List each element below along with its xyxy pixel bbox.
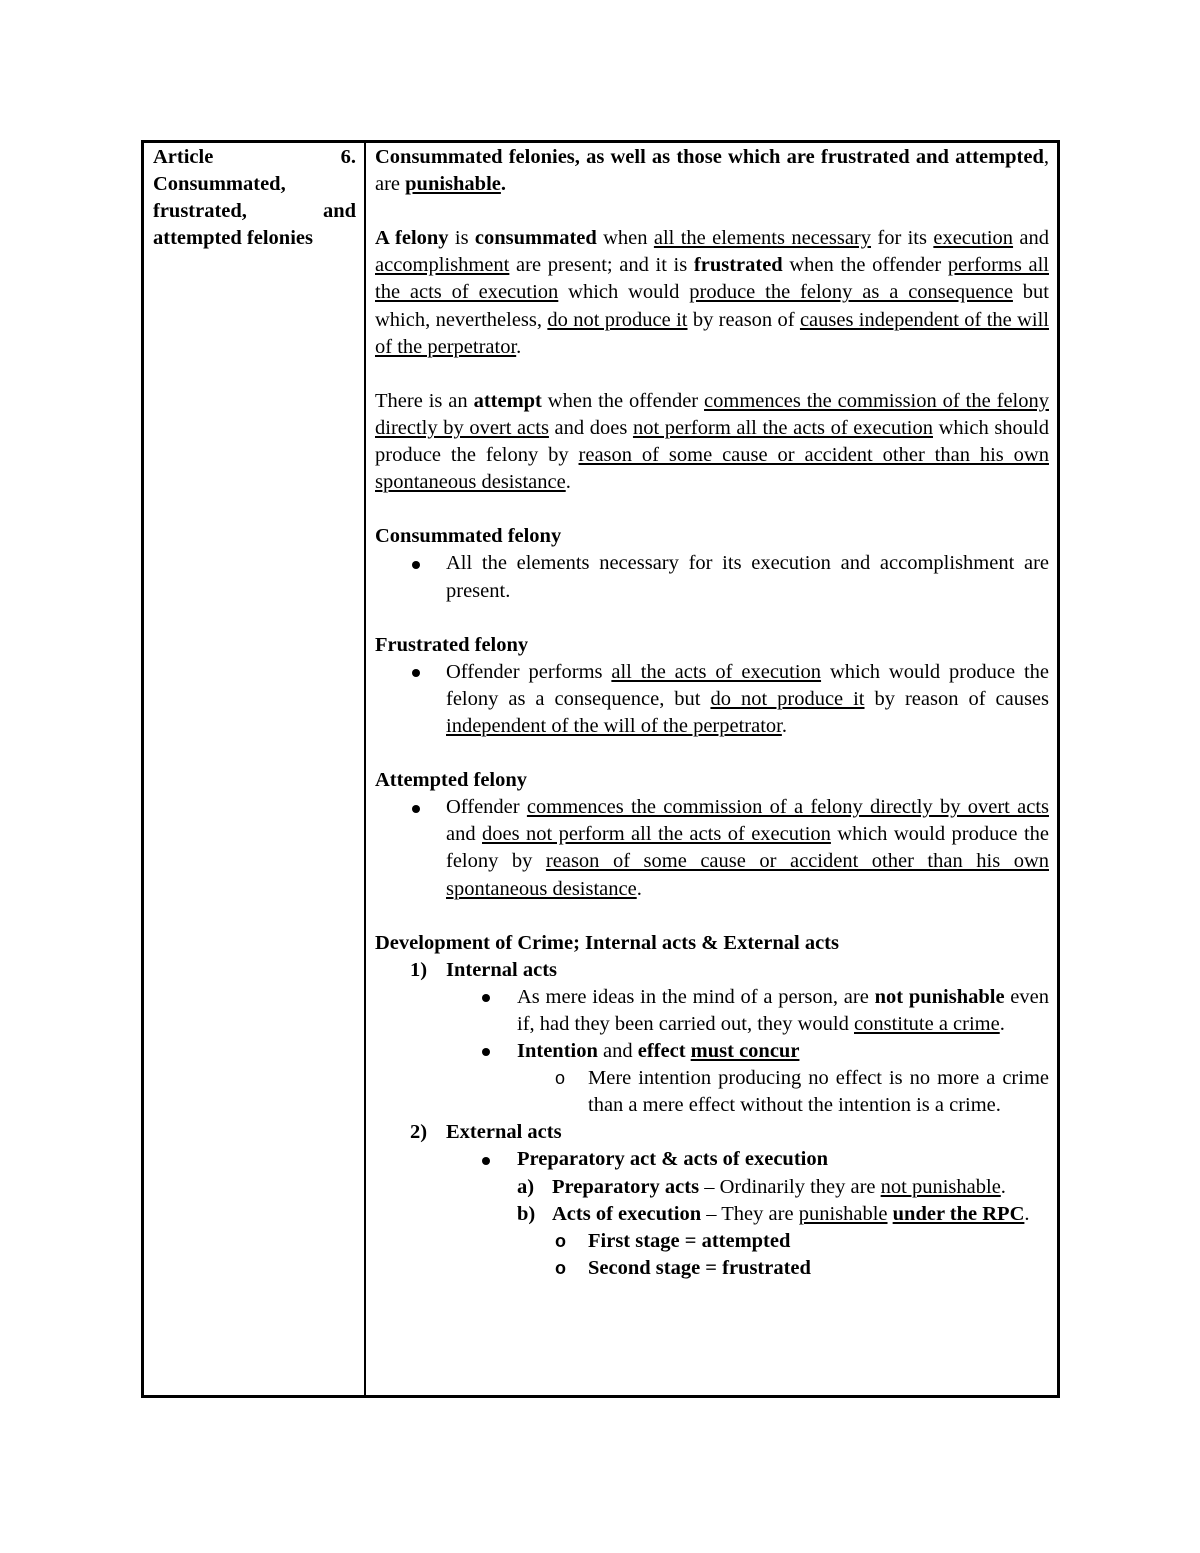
paragraph-consummated-definition: A felony is consummated when all the elements necessary for its execution and accomplishment are present; and it is frustrated when the offender performs all the acts of execution which would produce the felony as a consequence but which, nevertheless, do not produce it by reason of causes independent of the will of the perpetrator.: [375, 227, 1050, 358]
circle-bullet-icon: o: [555, 1257, 566, 1278]
heading-development: Development of Crime; Internal acts & External acts: [375, 931, 839, 954]
bullet-icon: [482, 994, 490, 1002]
heading-consummated: Consummated felony: [375, 525, 562, 548]
list-item: Offender performs all the acts of execution which would produce the felony as a consequence, but do not produce it by reason of causes independent of the will of the perpetrator.: [375, 659, 1049, 740]
list-item: Offender commences the commission of a felony directly by overt acts and does not perform all the acts of execution which would produce the felony by reason of some cause or accident other than his own spontaneous desistance.: [375, 794, 1049, 902]
article-title-cell: [153, 144, 356, 252]
list-item: Intention and effect must concur: [375, 1038, 1049, 1065]
heading-frustrated: Frustrated felony: [375, 633, 529, 656]
article-title-word: frustrated,: [153, 200, 247, 222]
article-title-line: Consummated,: [153, 173, 286, 195]
bullet-icon: [412, 669, 420, 677]
list-item: All the elements necessary for its execution and accomplishment are present.: [375, 550, 1049, 604]
article-label: Article: [153, 146, 214, 168]
numbered-item-internal: 1) Internal acts: [410, 958, 558, 981]
numbered-item-external: 2) External acts: [410, 1121, 562, 1144]
circle-bullet-icon: o: [555, 1068, 566, 1089]
stage-item: o First stage = attempted: [375, 1228, 1049, 1255]
paragraph-attempt-definition: There is an attempt when the offender commences the commission of the felony directly by overt acts and does not perform all the acts of execution which should produce the felony by reason of some cause or accident other than his own spontaneous desistance.: [375, 389, 1049, 494]
bullet-icon: [412, 561, 420, 569]
paragraph-intro: Consummated felonies, as well as those which are frustrated and attempted, are punishable.: [375, 146, 1049, 196]
column-divider: [364, 143, 366, 1395]
sub-list-item: o Mere intention producing no effect is no more a crime than a mere effect without the intention is a crime.: [555, 1067, 1049, 1117]
list-item: As mere ideas in the mind of a person, are not punishable even if, had they been carried out, they would constitute a crime.: [375, 984, 1049, 1038]
lettered-item-b: b) Acts of execution – They are punishable under the RPC.: [517, 1202, 1030, 1225]
circle-bullet-icon: o: [555, 1230, 566, 1251]
stage-item: o Second stage = frustrated: [375, 1255, 1049, 1282]
heading-attempted: Attempted felony: [375, 769, 528, 792]
article-number: 6.: [340, 146, 356, 168]
bullet-icon: [482, 1048, 490, 1056]
article-title-word: and: [322, 200, 356, 222]
lettered-item-a: a) Preparatory acts – Ordinarily they are not punishable.: [517, 1175, 1006, 1198]
bullet-icon: [482, 1157, 490, 1165]
article-title-line: attempted felonies: [153, 227, 313, 249]
article-table: [141, 140, 1060, 1398]
bullet-icon: [412, 805, 420, 813]
article-content-cell: [375, 144, 1049, 1282]
list-item: Preparatory act & acts of execution: [375, 1146, 1049, 1173]
